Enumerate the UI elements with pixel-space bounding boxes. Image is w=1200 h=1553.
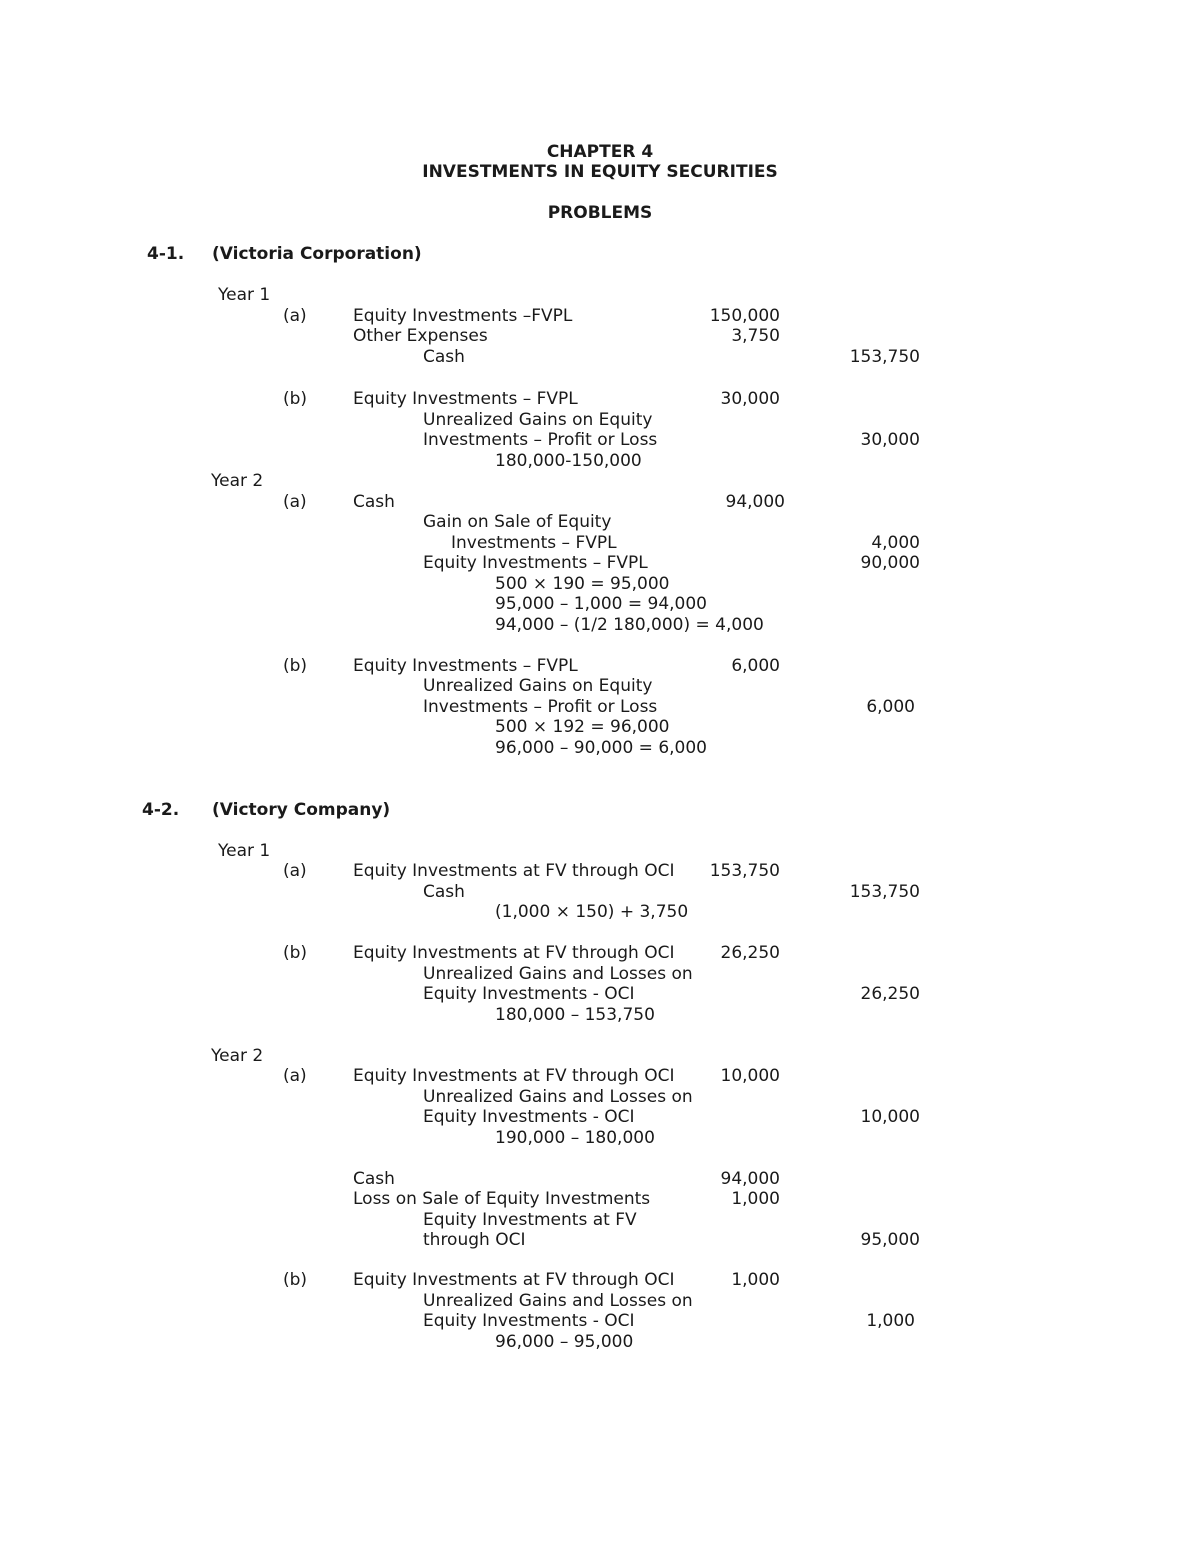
p1-y1-a-debit-1: 150,000 <box>709 306 780 326</box>
p1-y1-b-account-1: Equity Investments – FVPL <box>353 389 578 409</box>
p2-y2-b-account-2: Unrealized Gains and Losses on <box>423 1291 693 1311</box>
p1-y1-b-letter: (b) <box>283 389 308 409</box>
p1-y1-a-account-3: Cash <box>423 347 465 367</box>
p1-y1-b-account-2: Unrealized Gains on Equity <box>423 410 653 430</box>
p2-y1-a-account-1: Equity Investments at FV through OCI <box>353 861 675 881</box>
p2-y1-b-debit-1: 26,250 <box>720 943 780 963</box>
p2-year1-label: Year 1 <box>218 841 271 861</box>
p2-y1-b-account-3: Equity Investments - OCI <box>423 984 635 1004</box>
p1-y2-b-debit-1: 6,000 <box>731 656 780 676</box>
p2-y2-b-account-3: Equity Investments - OCI <box>423 1311 635 1331</box>
section-heading: PROBLEMS <box>547 203 653 223</box>
p2-y1-b-account-1: Equity Investments at FV through OCI <box>353 943 675 963</box>
p2-y1-b-credit-3: 26,250 <box>860 984 920 1004</box>
p1-year1-label: Year 1 <box>218 285 271 305</box>
p2-y2-a-account-6: Loss on Sale of Equity Investments <box>353 1189 651 1209</box>
p1-y2-b-account-2: Unrealized Gains on Equity <box>423 676 653 696</box>
p1-y2-a-account-4: Equity Investments – FVPL <box>423 553 648 573</box>
p1-y1-a-letter: (a) <box>283 306 307 326</box>
p1-y2-a-credit-3: 4,000 <box>871 533 920 553</box>
p1-y2-a-calc-2: 95,000 – 1,000 = 94,000 <box>495 594 707 614</box>
p2-y2-a-debit-5: 94,000 <box>720 1169 780 1189</box>
p1-y2-b-letter: (b) <box>283 656 308 676</box>
p2-y1-a-debit-1: 153,750 <box>709 861 780 881</box>
p1-y2-a-letter: (a) <box>283 492 307 512</box>
p1-y2-b-calc-2: 96,000 – 90,000 = 6,000 <box>495 738 707 758</box>
p2-y2-b-account-1: Equity Investments at FV through OCI <box>353 1270 675 1290</box>
p1-y1-a-account-2: Other Expenses <box>353 326 488 346</box>
p2-y2-a-credit-3: 10,000 <box>860 1107 920 1127</box>
p2-y2-a-debit-1: 10,000 <box>720 1066 780 1086</box>
p2-y2-b-credit-3: 1,000 <box>866 1311 915 1331</box>
p2-y2-a-debit-6: 1,000 <box>731 1189 780 1209</box>
p2-year2-label: Year 2 <box>211 1046 264 1066</box>
p2-y2-a-account-3: Equity Investments - OCI <box>423 1107 635 1127</box>
p1-y2-a-calc-1: 500 × 190 = 95,000 <box>495 574 670 594</box>
chapter-heading: CHAPTER 4 <box>546 142 654 162</box>
p1-y2-b-account-1: Equity Investments – FVPL <box>353 656 578 676</box>
p1-y1-b-debit-1: 30,000 <box>720 389 780 409</box>
p2-y2-b-calc-1: 96,000 – 95,000 <box>495 1332 634 1352</box>
p1-y1-a-account-1: Equity Investments –FVPL <box>353 306 573 326</box>
p1-y2-a-debit-1: 94,000 <box>725 492 785 512</box>
problem-1-number: 4-1. <box>147 244 185 264</box>
chapter-title: INVESTMENTS IN EQUITY SECURITIES <box>422 162 778 182</box>
p2-y2-b-debit-1: 1,000 <box>731 1270 780 1290</box>
p2-y1-a-credit-2: 153,750 <box>849 882 920 902</box>
p2-y1-a-account-2: Cash <box>423 882 465 902</box>
p2-y2-a-letter: (a) <box>283 1066 307 1086</box>
p1-y2-a-account-1: Cash <box>353 492 395 512</box>
p2-y1-a-letter: (a) <box>283 861 307 881</box>
p1-y1-b-credit-3: 30,000 <box>860 430 920 450</box>
p2-y2-a-account-5: Cash <box>353 1169 395 1189</box>
p2-y2-a-account-2: Unrealized Gains and Losses on <box>423 1087 693 1107</box>
p1-y2-b-credit-3: 6,000 <box>866 697 915 717</box>
p2-y2-b-letter: (b) <box>283 1270 308 1290</box>
p2-y2-a-account-1: Equity Investments at FV through OCI <box>353 1066 675 1086</box>
p2-y2-a-credit-8: 95,000 <box>860 1230 920 1250</box>
p1-y2-b-calc-1: 500 × 192 = 96,000 <box>495 717 670 737</box>
p2-y2-a-account-8: through OCI <box>423 1230 526 1250</box>
p1-y1-b-calc-1: 180,000-150,000 <box>495 451 642 471</box>
p1-y2-a-calc-3: 94,000 – (1/2 180,000) = 4,000 <box>495 615 764 635</box>
p1-year2-label: Year 2 <box>211 471 264 491</box>
p1-y2-a-account-3: Investments – FVPL <box>451 533 617 553</box>
p1-y2-a-account-2: Gain on Sale of Equity <box>423 512 612 532</box>
p1-y1-b-account-3: Investments – Profit or Loss <box>423 430 658 450</box>
problem-1-name: (Victoria Corporation) <box>212 244 422 264</box>
p2-y1-b-calc-1: 180,000 – 153,750 <box>495 1005 655 1025</box>
p1-y2-a-credit-4: 90,000 <box>860 553 920 573</box>
p1-y1-a-debit-2: 3,750 <box>731 326 780 346</box>
problem-2-name: (Victory Company) <box>212 800 391 820</box>
p2-y2-a-account-7: Equity Investments at FV <box>423 1210 637 1230</box>
p2-y2-a-calc-1: 190,000 – 180,000 <box>495 1128 655 1148</box>
problem-2-number: 4-2. <box>142 800 180 820</box>
p1-y2-b-account-3: Investments – Profit or Loss <box>423 697 658 717</box>
p2-y1-a-calc-1: (1,000 × 150) + 3,750 <box>495 902 689 922</box>
p2-y1-b-account-2: Unrealized Gains and Losses on <box>423 964 693 984</box>
p2-y1-b-letter: (b) <box>283 943 308 963</box>
p1-y1-a-credit-3: 153,750 <box>849 347 920 367</box>
